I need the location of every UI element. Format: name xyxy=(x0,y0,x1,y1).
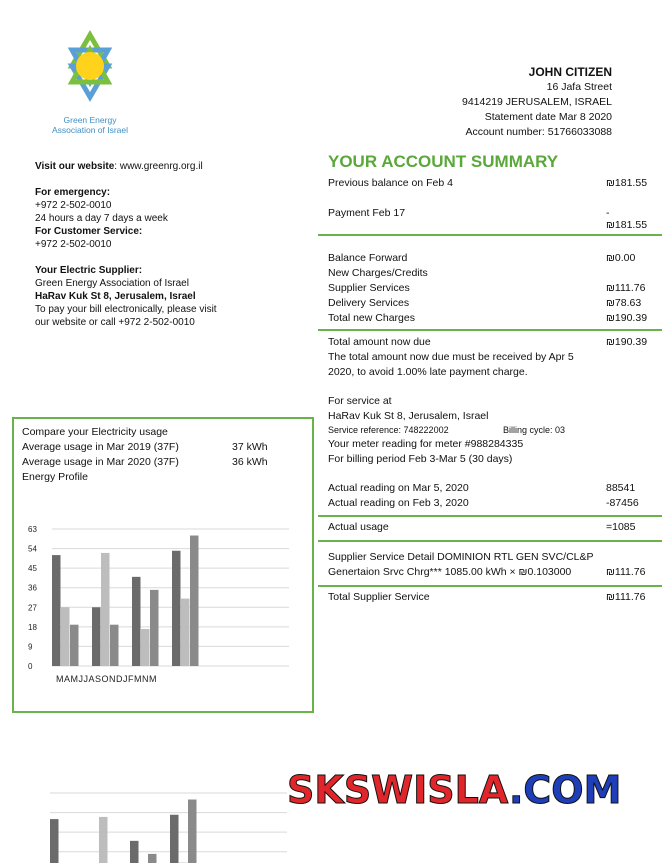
bar xyxy=(50,819,59,863)
watermark-text xyxy=(287,768,621,812)
total-due-value: ₪190.39 xyxy=(606,336,648,348)
billing-period: For billing period Feb 3-Mar 5 (30 days) xyxy=(328,453,513,465)
reading-mar-value: 88541 xyxy=(606,482,636,494)
usage-comparison-box xyxy=(12,417,314,713)
summary-title: YOUR ACCOUNT SUMMARY xyxy=(328,152,559,171)
balance-forward-value: ₪0.00 xyxy=(606,252,636,264)
customer-address xyxy=(462,64,612,140)
avg-2020-label: Average usage in Mar 2020 (37F) xyxy=(22,456,179,468)
logo-line-1: Green Energy xyxy=(63,115,117,125)
customer-street: 16 Jafa Street xyxy=(546,81,612,93)
payment-label: Payment Feb 17 xyxy=(328,207,406,219)
supplier-detail-amount: ₪111.76 xyxy=(606,566,646,578)
bar xyxy=(52,555,61,666)
due-note-line-1: The total amount now due must be received by Apr 5 xyxy=(328,351,574,363)
statement-date: Statement date Mar 8 2020 xyxy=(484,111,612,123)
supplier-name: Green Energy Association of Israel xyxy=(35,278,189,289)
y-tick-label: 36 xyxy=(28,583,37,593)
payment-value: - ₪181.55 xyxy=(606,207,648,231)
bar xyxy=(170,815,179,863)
actual-usage-value: =1085 xyxy=(606,521,636,533)
logo-line-2: Association of Israel xyxy=(51,125,129,135)
actual-usage-label: Actual usage xyxy=(328,521,389,533)
account-number: Account number: 51766033088 xyxy=(465,126,612,138)
delivery-services-value: ₪78.63 xyxy=(606,297,642,309)
website-link[interactable]: : www.greenrg.org.il xyxy=(114,161,203,172)
usage-bar-chart xyxy=(14,514,312,689)
customer-name: JOHN CITIZEN xyxy=(528,65,612,79)
supplier-services-label: Supplier Services xyxy=(328,282,410,294)
bar xyxy=(70,625,79,666)
reading-feb-label: Actual reading on Feb 3, 2020 xyxy=(328,497,469,509)
supplier-detail-line-2: Genertaion Srvc Chrg*** 1085.00 kWh × ₪0.103000 xyxy=(328,566,572,578)
new-charges-label: New Charges/Credits xyxy=(328,267,428,279)
avg-2019-label: Average usage in Mar 2019 (37F) xyxy=(22,441,179,453)
usage-title: Compare your Electricity usage xyxy=(22,426,168,438)
bar xyxy=(172,551,181,666)
pay-line-1: To pay your bill electronically, please visit xyxy=(35,304,217,315)
divider xyxy=(318,540,662,542)
bar xyxy=(181,599,190,666)
delivery-services-label: Delivery Services xyxy=(328,297,410,309)
service-at-label: For service at xyxy=(328,395,392,407)
avg-2019-value: 37 kWh xyxy=(232,441,268,453)
emergency-phone: +972 2-502-0010 xyxy=(35,200,112,211)
service-block xyxy=(328,394,650,467)
divider xyxy=(318,329,662,331)
company-logo xyxy=(40,30,140,135)
supplier-label: Your Electric Supplier: xyxy=(35,265,143,276)
supplier-detail-block xyxy=(328,550,650,580)
bar xyxy=(61,607,70,666)
emergency-hours: 24 hours a day 7 days a week xyxy=(35,213,168,224)
emergency-label: For emergency: xyxy=(35,187,111,198)
x-axis-months: MAMJJASONDJFMNM xyxy=(56,674,157,684)
y-tick-label: 54 xyxy=(28,544,37,554)
y-tick-label: 0 xyxy=(28,662,33,671)
star-sun-icon xyxy=(40,30,140,110)
customer-city: 9414219 JERUSALEM, ISRAEL xyxy=(462,96,612,108)
bar xyxy=(190,536,199,666)
bar xyxy=(130,841,139,863)
bar xyxy=(101,553,110,666)
energy-profile-label: Energy Profile xyxy=(22,471,88,483)
total-new-charges-label: Total new Charges xyxy=(328,312,415,324)
total-supplier-value: ₪111.76 xyxy=(606,591,646,603)
avg-2020-value: 36 kWh xyxy=(232,456,268,468)
usage-bar-chart-partial xyxy=(12,775,312,863)
bar xyxy=(148,854,157,863)
previous-balance-row xyxy=(328,177,650,189)
usage-text xyxy=(22,425,302,485)
total-supplier-row xyxy=(328,591,650,603)
meter-reading: Your meter reading for meter #988284335 xyxy=(328,438,524,450)
website-label: Visit our website xyxy=(35,161,115,172)
y-tick-label: 18 xyxy=(28,622,37,632)
total-due-label: Total amount now due xyxy=(328,336,431,348)
payment-row xyxy=(328,207,650,231)
y-tick-label: 63 xyxy=(28,525,37,534)
supplier-services-value: ₪111.76 xyxy=(606,282,646,294)
total-supplier-label: Total Supplier Service xyxy=(328,591,430,603)
pay-line-2: our website or call +972 2-502-0010 xyxy=(35,317,195,328)
reading-mar-label: Actual reading on Mar 5, 2020 xyxy=(328,482,469,494)
bar xyxy=(92,607,101,666)
bar xyxy=(110,625,119,666)
readings-block xyxy=(328,481,650,511)
bar xyxy=(141,629,150,666)
total-due-block xyxy=(328,335,650,380)
customer-service-label: For Customer Service: xyxy=(35,226,143,237)
divider xyxy=(318,515,662,517)
divider xyxy=(318,585,662,587)
total-new-charges-value: ₪190.39 xyxy=(606,312,648,324)
bar xyxy=(188,800,197,863)
contact-info xyxy=(35,160,265,329)
previous-balance-value: ₪181.55 xyxy=(606,177,648,189)
bar xyxy=(150,590,159,666)
y-tick-label: 27 xyxy=(28,603,37,613)
divider xyxy=(318,234,662,236)
bar xyxy=(132,577,141,666)
bar xyxy=(99,817,108,863)
service-reference: Service reference: 748222002 xyxy=(328,425,449,435)
previous-balance-label: Previous balance on Feb 4 xyxy=(328,177,453,189)
due-note-line-2: 2020, to avoid 1.00% late payment charge. xyxy=(328,366,528,378)
customer-service-phone: +972 2-502-0010 xyxy=(35,239,112,250)
reading-feb-value: -87456 xyxy=(606,497,639,509)
balance-forward-label: Balance Forward xyxy=(328,252,408,264)
actual-usage-row xyxy=(328,521,650,533)
billing-cycle: Billing cycle: 03 xyxy=(503,425,566,435)
charges-block xyxy=(328,251,650,326)
service-address: HaRav Kuk St 8, Jerusalem, Israel xyxy=(328,410,489,422)
y-tick-label: 9 xyxy=(28,642,33,652)
supplier-detail-line-1: Supplier Service Detail DOMINION RTL GEN SVC/CL&P xyxy=(328,551,594,563)
supplier-address: HaRav Kuk St 8, Jerusalem, Israel xyxy=(35,291,196,302)
y-tick-label: 45 xyxy=(28,564,37,574)
watermark: SKSWISLA.COM xyxy=(287,768,622,812)
